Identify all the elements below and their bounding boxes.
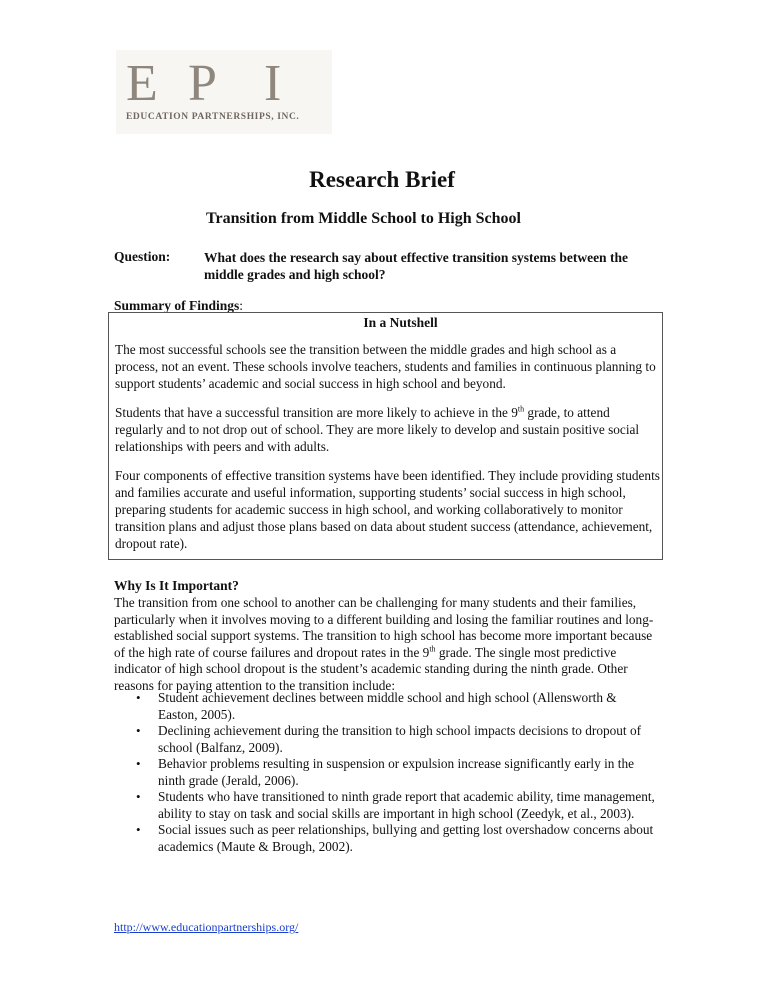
page-title-text: Research Brief — [309, 167, 455, 192]
logo-letter-e: E — [126, 55, 158, 112]
list-item-text: Behavior problems resulting in suspension or expulsion increase significantly early in the ninth grade (Jerald, 2006). — [158, 756, 634, 788]
nutshell-box — [108, 312, 663, 560]
why-body-superscript: th — [429, 644, 436, 654]
nutshell-title-text: In a Nutshell — [363, 315, 438, 330]
why-body-part-a: The transition from one school to another can be challenging for many students and their families, particularly when it involves moving to a different building and losing the familiar routines and long-established social support systems. The transition to high school has become more important because of the high rate of course failures and dropout rates in the 9 — [114, 595, 654, 660]
reasons-list — [114, 690, 659, 855]
list-item-text: Social issues such as peer relationships, bullying and getting lost overshadow concerns about academics (Maute & Brough, 2002). — [158, 822, 654, 854]
nutshell-title — [109, 315, 664, 331]
logo-letters — [126, 54, 326, 114]
list-item — [114, 756, 659, 789]
footer-website-link[interactable]: http://www.educationpartnerships.org/ — [114, 920, 299, 934]
list-item — [114, 822, 659, 855]
logo-letter-i: I — [264, 55, 282, 112]
bullet-icon: • — [136, 822, 141, 837]
why-body-part-b: grade. The single most predictive indicator of high school dropout is the student’s academic standing during the ninth grade. Other reasons for paying attention to the transition include: — [114, 644, 628, 693]
nutshell-paragraph-2 — [115, 404, 660, 455]
question-label: Question: — [114, 249, 171, 264]
summary-heading-text: Summary of Findings — [114, 298, 240, 313]
page-subtitle: Transition from Middle School to High School — [206, 210, 521, 227]
bullet-icon: • — [136, 756, 141, 771]
epi-logo — [116, 50, 332, 134]
nutshell-paragraph-1: The most successful schools see the transition between the middle grades and high school as a process, not an event. These schools involve teachers, students and families in continuous planning to support students’ academic and social success in high school and beyond. — [115, 342, 656, 391]
logo-subtitle: EDUCATION PARTNERSHIPS, INC. — [126, 112, 300, 122]
summary-colon: : — [239, 298, 244, 313]
list-item-text: Student achievement declines between middle school and high school (Allensworth & Easton, 2005). — [158, 690, 617, 722]
nutshell-paragraph-3: Four components of effective transition systems have been identified. They include providing students and families accurate and useful information, supporting students’ social success in high school, preparing students for academic success in high school, and working collaboratively to monitor transition plans and adjust those plans based on data about student success (attendance, achievement, dropout rate). — [115, 468, 660, 551]
list-item-text: Declining achievement during the transition to high school impacts decisions to dropout of school (Balfanz, 2009). — [158, 723, 642, 755]
nutshell-p2-superscript: th — [517, 404, 525, 414]
list-item — [114, 690, 659, 723]
why-body — [114, 595, 659, 694]
bullet-icon: • — [136, 690, 141, 705]
nutshell-p2-part-a: Students that have a successful transition are more likely to achieve in the 9 — [115, 405, 518, 420]
bullet-icon: • — [136, 723, 141, 738]
list-item-text: Students who have transitioned to ninth grade report that academic ability, time management, ability to stay on task and social skills are important in high school (Zeedyk, et al., 2003). — [158, 789, 655, 821]
logo-letter-p: P — [188, 55, 217, 112]
nutshell-p2-part-b: grade, to attend regularly and to not drop out of school. They are more likely to develop and sustain positive social relationships with peers and with adults. — [115, 405, 640, 454]
list-item — [114, 789, 659, 822]
bullet-icon: • — [136, 789, 141, 804]
why-heading: Why Is It Important? — [114, 578, 239, 593]
question-text: What does the research say about effective transition systems between the middle grades and high school? — [204, 250, 628, 282]
list-item — [114, 723, 659, 756]
page-title — [0, 166, 768, 194]
